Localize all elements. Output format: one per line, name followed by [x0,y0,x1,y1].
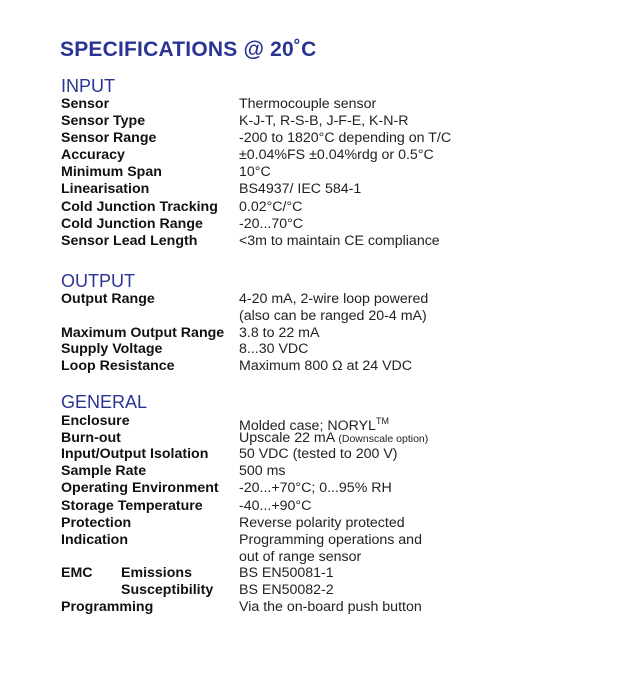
spec-value [239,532,422,566]
spec-label: Minimum Span [61,164,162,180]
spec-value: Thermocouple sensor [239,96,377,112]
spec-label: Burn-out [61,430,121,446]
spec-sublabel-emissions: Emissions [121,565,192,581]
spec-value: -20...+70°C; 0...95% RH [239,480,392,496]
spec-label: Supply Voltage [61,341,163,357]
spec-label: Programming [61,599,154,615]
spec-value: 50 VDC (tested to 200 V) [239,446,398,462]
spec-value-line: 4-20 mA, 2-wire loop powered [239,291,429,307]
spec-value: 0.02°C/°C [239,199,303,215]
spec-sublabel-susceptibility: Susceptibility [121,582,214,598]
spec-label: Storage Temperature [61,498,203,514]
spec-value: 3.8 to 22 mA [239,325,320,341]
spec-label: Cold Junction Range [61,216,203,232]
spec-value: Reverse polarity protected [239,515,405,531]
spec-label: Sensor Type [61,113,146,129]
spec-label: Sample Rate [61,463,147,479]
spec-value: -200 to 1820°C depending on T/C [239,130,452,146]
general-heading: GENERAL [61,392,148,412]
output-heading: OUTPUT [61,271,135,291]
spec-label: Sensor [61,96,110,112]
burnout-text: Upscale 22 mA [239,430,335,446]
spec-value: BS EN50082-2 [239,582,334,598]
spec-label: Accuracy [61,147,125,163]
spec-value: <3m to maintain CE compliance [239,233,440,249]
spec-value: K-J-T, R-S-B, J-F-E, K-N-R [239,113,409,129]
spec-value: 8...30 VDC [239,341,309,357]
spec-value: 10°C [239,164,271,180]
burnout-note: (Downscale option) [338,433,429,445]
spec-label: Maximum Output Range [61,325,225,341]
spec-label: Enclosure [61,413,130,429]
spec-value: 500 ms [239,463,286,479]
spec-value-line: (also can be ranged 20-4 mA) [239,308,427,324]
spec-label: Sensor Range [61,130,157,146]
spec-label: Loop Resistance [61,358,175,374]
spec-label: Input/Output Isolation [61,446,209,462]
spec-value: -40...+90°C [239,498,312,514]
spec-value: BS EN50081-1 [239,565,334,581]
spec-value-line: out of range sensor [239,549,362,565]
enclosure-text: Molded case; NORYL [239,418,376,434]
spec-label: Output Range [61,291,155,307]
spec-value: -20...70°C [239,216,304,232]
spec-label: Cold Junction Tracking [61,199,218,215]
spec-value: ±0.04%FS ±0.04%rdg or 0.5°C [239,147,434,163]
spec-value [239,291,428,325]
spec-value: Maximum 800 Ω at 24 VDC [239,358,413,374]
trademark-symbol: TM [375,416,389,426]
spec-label: Operating Environment [61,480,219,496]
spec-label: Protection [61,515,132,531]
spec-label-emc: EMC [61,565,93,581]
input-heading: INPUT [61,76,115,96]
spec-value: BS4937/ IEC 584-1 [239,181,362,197]
spec-label: Indication [61,532,128,548]
spec-value: Via the on-board push button [239,599,422,615]
spec-label: Sensor Lead Length [61,233,198,249]
spec-value-line: Programming operations and [239,532,422,548]
spec-label: Linearisation [61,181,150,197]
page-title: SPECIFICATIONS @ 20˚C [60,38,317,61]
